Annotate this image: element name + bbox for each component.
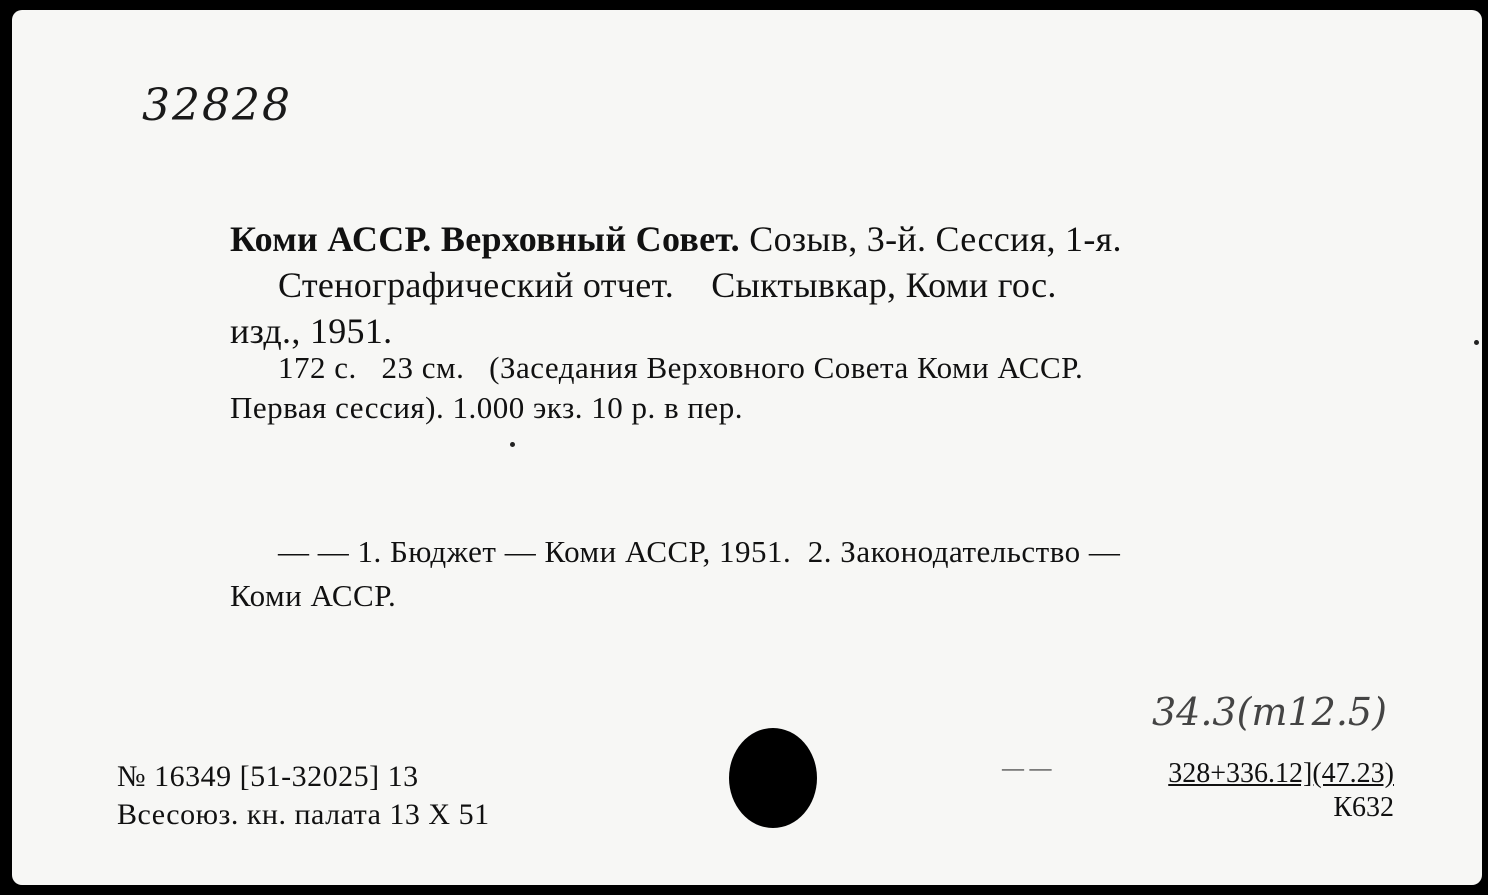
inventory-number: 32828: [142, 80, 292, 131]
classification-code: [1168, 756, 1394, 792]
collation-line-1: 172 с. 23 см. (Заседания Верховного Совета Коми АССР.: [278, 350, 1084, 385]
subjects-line-1: — — 1. Бюджет — Коми АССР, 1951. 2. Законодательство —: [278, 534, 1121, 569]
ink-speck: [510, 442, 515, 447]
entry-title: Созыв, 3-й. Сессия, 1-я.: [749, 219, 1122, 259]
main-entry-line-3: изд., 1951.: [230, 311, 393, 351]
main-entry-line-2: Стенографический отчет. Сыктывкар, Коми гос.: [278, 265, 1057, 305]
collation-line-2: Первая сессия). 1.000 экз. 10 р. в пер.: [230, 390, 743, 425]
entry-heading: Коми АССР. Верховный Совет.: [230, 219, 740, 259]
collation: [230, 348, 1400, 428]
handwritten-classification: 34.3(т12.5): [1152, 690, 1387, 734]
classification-dash: — —: [1002, 755, 1052, 780]
subjects-line-2: Коми АССР.: [230, 578, 397, 613]
main-entry: [230, 216, 1400, 354]
imprint-line-2: Всесоюз. кн. палата 13 X 51: [117, 798, 490, 831]
imprint: [117, 758, 490, 834]
ink-speck: [1474, 340, 1479, 345]
main-entry-line-1: [230, 216, 1400, 262]
subject-headings: [230, 530, 1400, 618]
imprint-line-1: № 16349 [51-32025] 13: [117, 760, 419, 793]
shelfmark: К632: [1333, 792, 1394, 823]
punch-hole: [729, 728, 817, 828]
udc-code: 328+336.12](47.23): [1168, 758, 1394, 789]
catalog-card: [12, 10, 1482, 885]
